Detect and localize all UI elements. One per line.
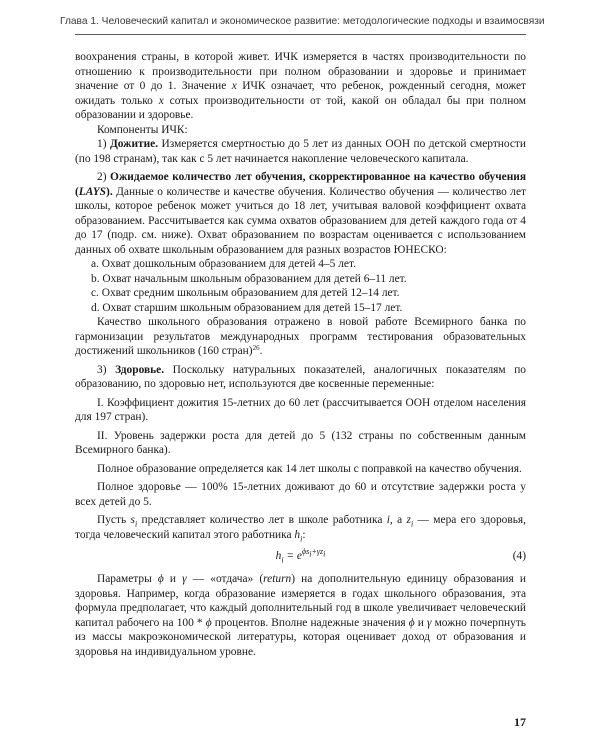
components-intro: Компоненты ИЧК: (97, 123, 188, 136)
component-survival: 1) Дожитие. Измеряется смертностью до 5 лет из данных ООН по детской смертности (по 198 странам), так как с 5 лет начинается накопление человеческого капитала. (75, 138, 526, 165)
formula (75, 545, 526, 569)
list-item: d. Охват старшим школьным образованием для детей 15–17 лет. (91, 301, 403, 314)
paragraph-quality: Качество школьного образования отражено в новой работе Всемирного банка по гармонизации результатов международных программ тестирования образовательных достижений школьников (160 стран)$^{26}$. (75, 316, 526, 357)
page-body (75, 50, 526, 659)
component-health: 3) Здоровье. Поскольку натуральных показателей, аналогичных показателям по образованию, по здоровью нет, используются две косвенные переменные: (75, 363, 526, 390)
paragraph-full-health: Полное здоровье — 100% 15-летних доживают до 60 и отсутствие задержки роста у всех детей до 5. (75, 481, 526, 508)
list-item: b. Охват начальным школьным образованием для детей 6–11 лет. (91, 272, 407, 285)
page-number: 17 (514, 715, 526, 729)
paragraph-parameters: Параметры ϕ и γ — «отдача» (return) на дополнительную единицу образования и здоровья. Например, когда образование измеряется в годах школьного образования, эта формула предполагает, что каждый дополнительный год в школе увеличивает человеческий капитал рабочего на 100 * ϕ процентов. Вполне надежные значения ϕ и γ можно почерпнуть из массы макроэкономической литературы, которая оценивает доход от образования и здоровья на индивидуальном уровне. (75, 573, 527, 658)
health-indicator-2: II. Уровень задержки роста для детей до 5 (132 страны по собственным данным Всемирного банка). (75, 429, 526, 456)
formula-expression: $h_i = e^{\phi s_i+\gamma z_i}$ (275, 547, 326, 565)
footnote-ref: 26 (252, 344, 260, 352)
header-rule (75, 34, 526, 35)
running-header: Глава 1. Человеческий капитал и экономическое развитие: методологические подходы и взаимосвязи (60, 16, 545, 27)
paragraph-hci-definition: воохранения страны, в которой живет. ИЧК измеряется в частях производительности по отношению к производительности при полном образовании и здоровье и принимает значение от 0 до 1. Значение x ИЧК означает, что ребенок, рожденный сегодня, может ожидать только x сотых производительности от той, какой он обладал бы при полном образовании и здоровье. (75, 51, 527, 121)
health-indicator-1: I. Коэффициент дожития 15-летних до 60 лет (рассчитывается ООН отделом населения для 197 стран). (75, 396, 526, 423)
list-item: c. Охват средним школьным образованием для детей 12–14 лет. (91, 287, 400, 299)
formula-number: (4) (512, 550, 526, 562)
paragraph-full-education: Полное образование определяется как 14 лет школы с поправкой на качество обучения. (97, 462, 522, 475)
list-item: a. Охват дошкольным образованием для детей 4–5 лет. (91, 258, 356, 270)
paragraph-let: Пусть $s_i$ представляет количество лет в школе работника i, а $z_i$ — мера его здоровья, тогда человеческий капитал этого работника $h_i$: (75, 514, 526, 543)
component-schooling: 2) Ожидаемое количество лет обучения, скорректированное на качество обучения (LAYS). Данные о количестве и качестве обучения. Количество обучения — количество лет школы, которое ребенок может учиться до 18 лет, учитывая валовой коэффициент охвата образованием. Рассчитывается как сумма охватов образованием для детей каждого года от 4 до 17 (подр. см. ниже). Охват образованием по возрастам оценивается с использованием данных об охвате школьным образованием для разных возрастов ЮНЕСКО: (75, 171, 527, 256)
